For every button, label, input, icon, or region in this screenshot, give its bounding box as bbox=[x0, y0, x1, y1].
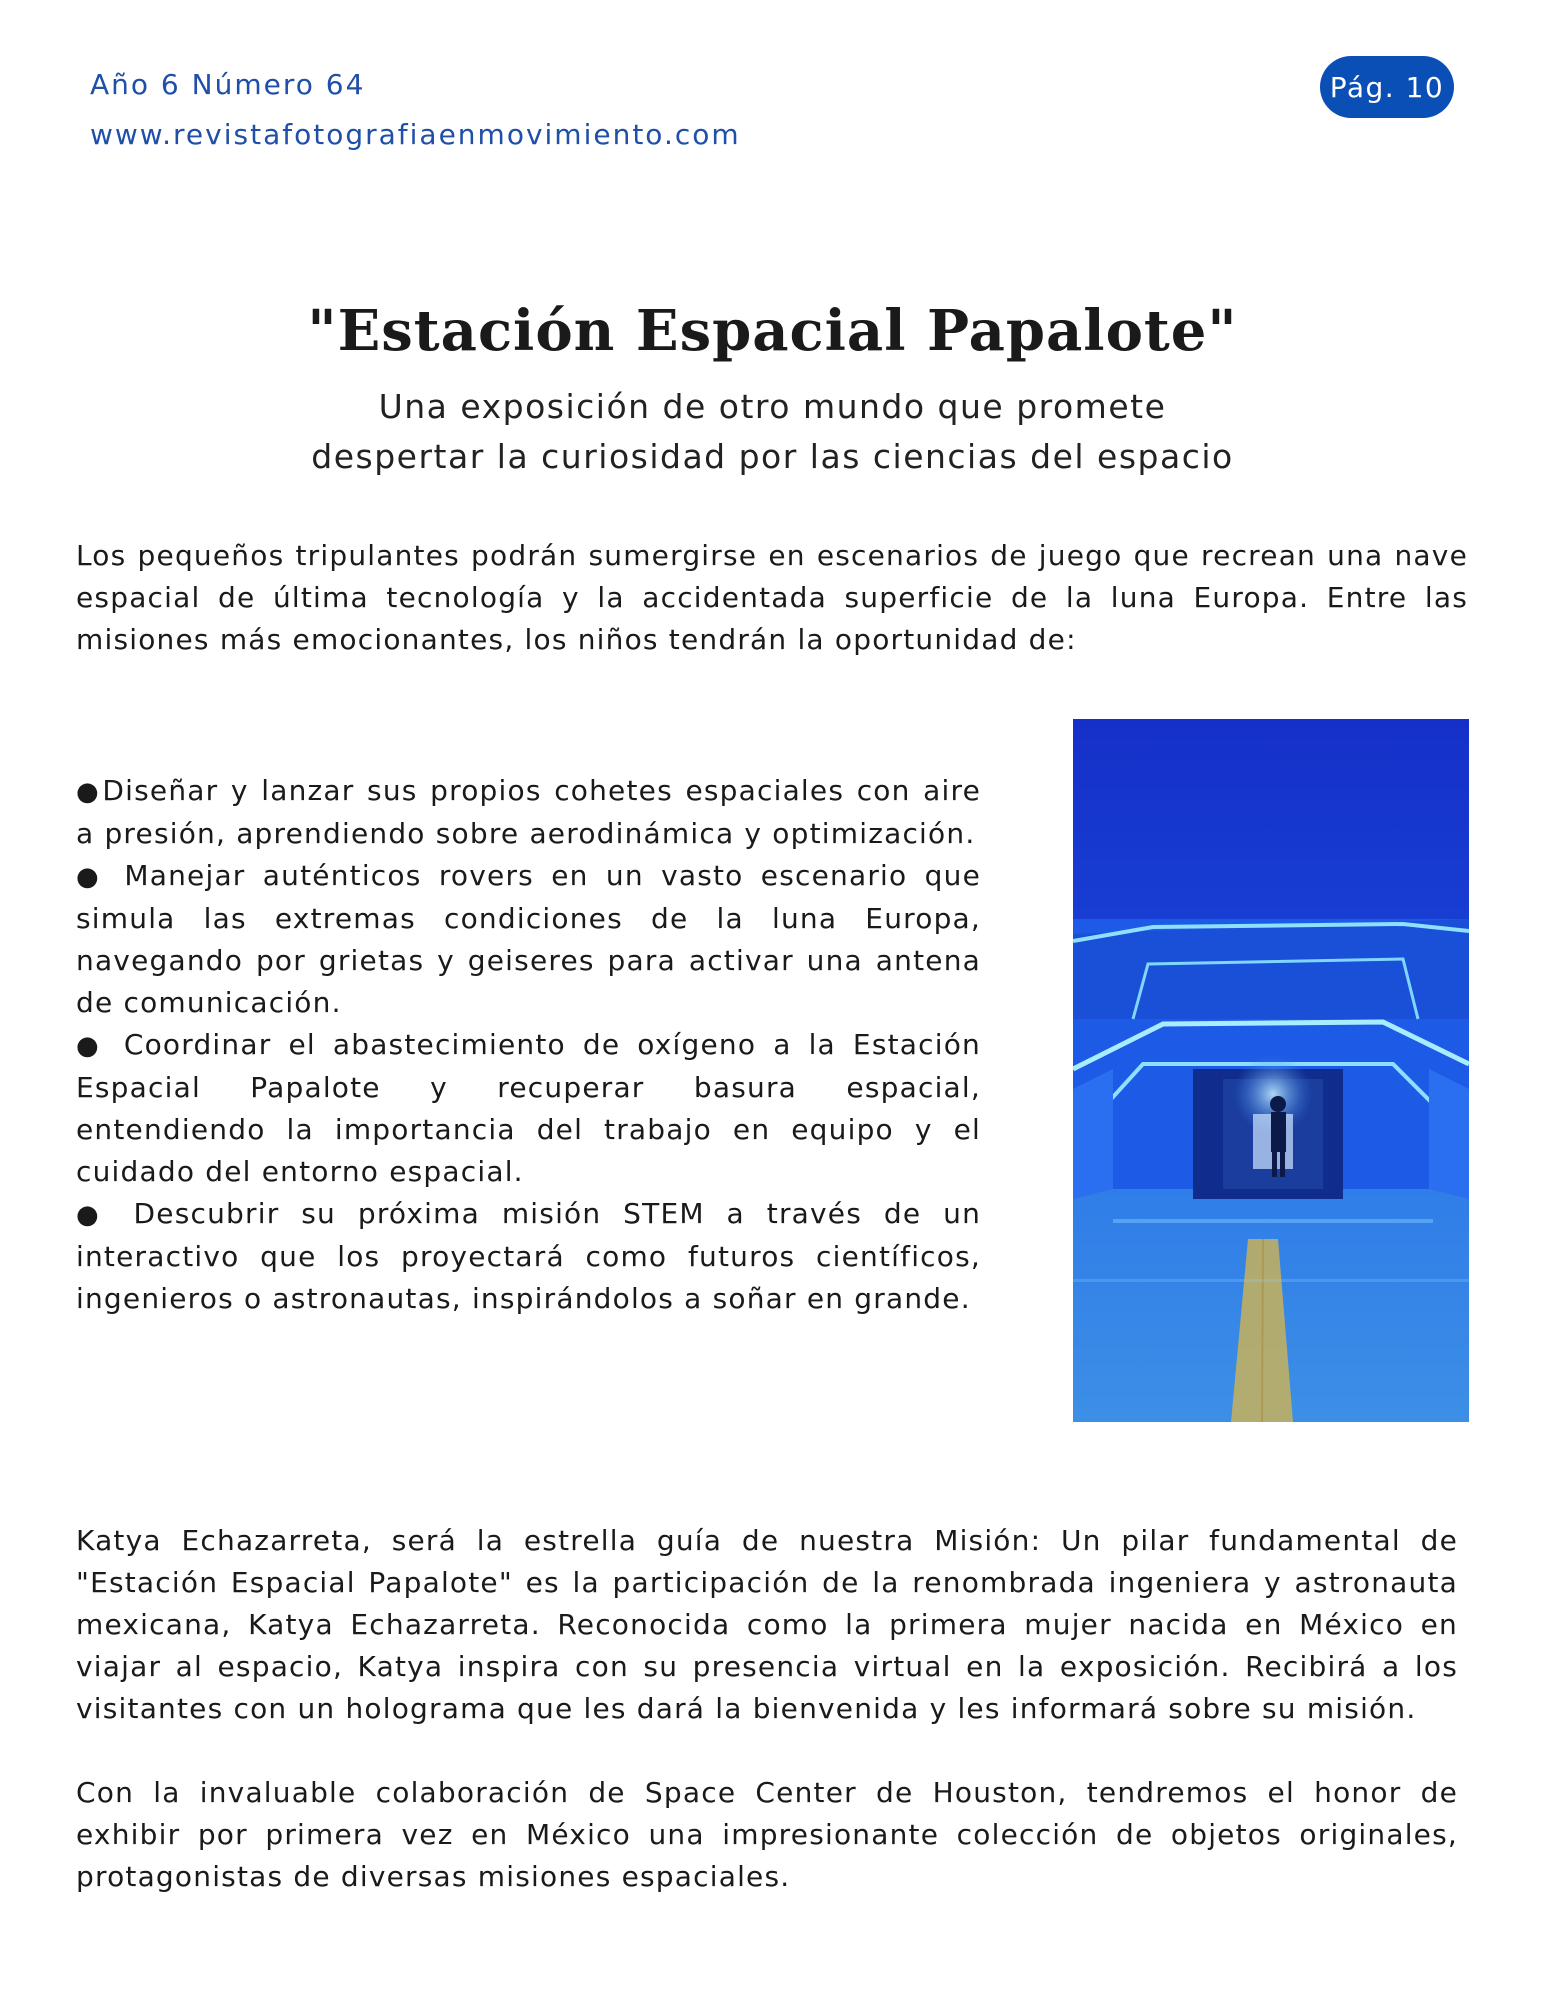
issue-number: Año 6 Número 64 bbox=[90, 68, 366, 101]
bullet-text: Descubrir su próxima misión STEM a través de un interactivo que los proyectará como futuros científicos, ingenieros o astronautas, inspirándolos a soñar en grande. bbox=[76, 1197, 982, 1315]
subtitle-line-1: Una exposición de otro mundo que promete bbox=[378, 387, 1167, 426]
bullet-text: Coordinar el abastecimiento de oxígeno a la Estación Espacial Papalote y recuperar basura espacial, entendiendo la importancia del trabajo en equipo y el cuidado del entorno espacial. bbox=[76, 1028, 981, 1188]
katya-paragraph: Katya Echazarreta, será la estrella guía de nuestra Misión: Un pilar fundamental de "Estación Espacial Papalote" es la participación de la renombrada ingeniera y astronauta mexicana, Katya Echazarreta. Reconocida como la primera mujer nacida en México en viajar al espacio, Katya inspira con su presencia virtual en la exposición. Recibirá a los visitantes con un holograma que les dará la bienvenida y les informará sobre su misión. bbox=[76, 1524, 1458, 1725]
bullet-dot-icon: ● bbox=[76, 1031, 107, 1061]
bullet-item bbox=[76, 1024, 981, 1193]
article-title: "Estación Espacial Papalote" bbox=[307, 298, 1238, 364]
bullet-text: Diseñar y lanzar sus propios cohetes espaciales con aire a presión, aprendiendo sobre aerodinámica y optimización. bbox=[76, 774, 981, 850]
bullet-text: Manejar auténticos rovers en un vasto escenario que simula las extremas condiciones de la luna Europa, navegando por grietas y geiseres para activar una antena de comunicación. bbox=[76, 859, 981, 1019]
subtitle-line-2: despertar la curiosidad por las ciencias del espacio bbox=[311, 437, 1234, 476]
intro-paragraph: Los pequeños tripulantes podrán sumergirse en escenarios de juego que recrean una nave espacial de última tecnología y la accidentada superficie de la luna Europa. Entre las misiones más emocionantes, los niños tendrán la oportunidad de: bbox=[76, 539, 1468, 656]
space-station-tunnel-photo bbox=[1073, 719, 1469, 1422]
bullet-dot-icon: ● bbox=[76, 1200, 112, 1230]
bullet-dot-icon: ● bbox=[76, 862, 108, 892]
bullet-item bbox=[76, 770, 981, 855]
bullet-item bbox=[76, 1193, 981, 1320]
article-subtitle bbox=[0, 382, 1545, 482]
bullet-dot-icon: ● bbox=[76, 777, 103, 807]
houston-paragraph: Con la invaluable colaboración de Space Center de Houston, tendremos el honor de exhibir por primera vez en México una impresionante colección de objetos originales, protagonistas de diversas misiones espaciales. bbox=[76, 1776, 1458, 1893]
page-number-badge: Pág. 10 bbox=[1320, 56, 1454, 118]
mission-bullet-list bbox=[76, 770, 981, 1320]
bullet-item bbox=[76, 855, 981, 1024]
magazine-url[interactable]: www.revistafotografiaenmovimiento.com bbox=[90, 118, 741, 151]
